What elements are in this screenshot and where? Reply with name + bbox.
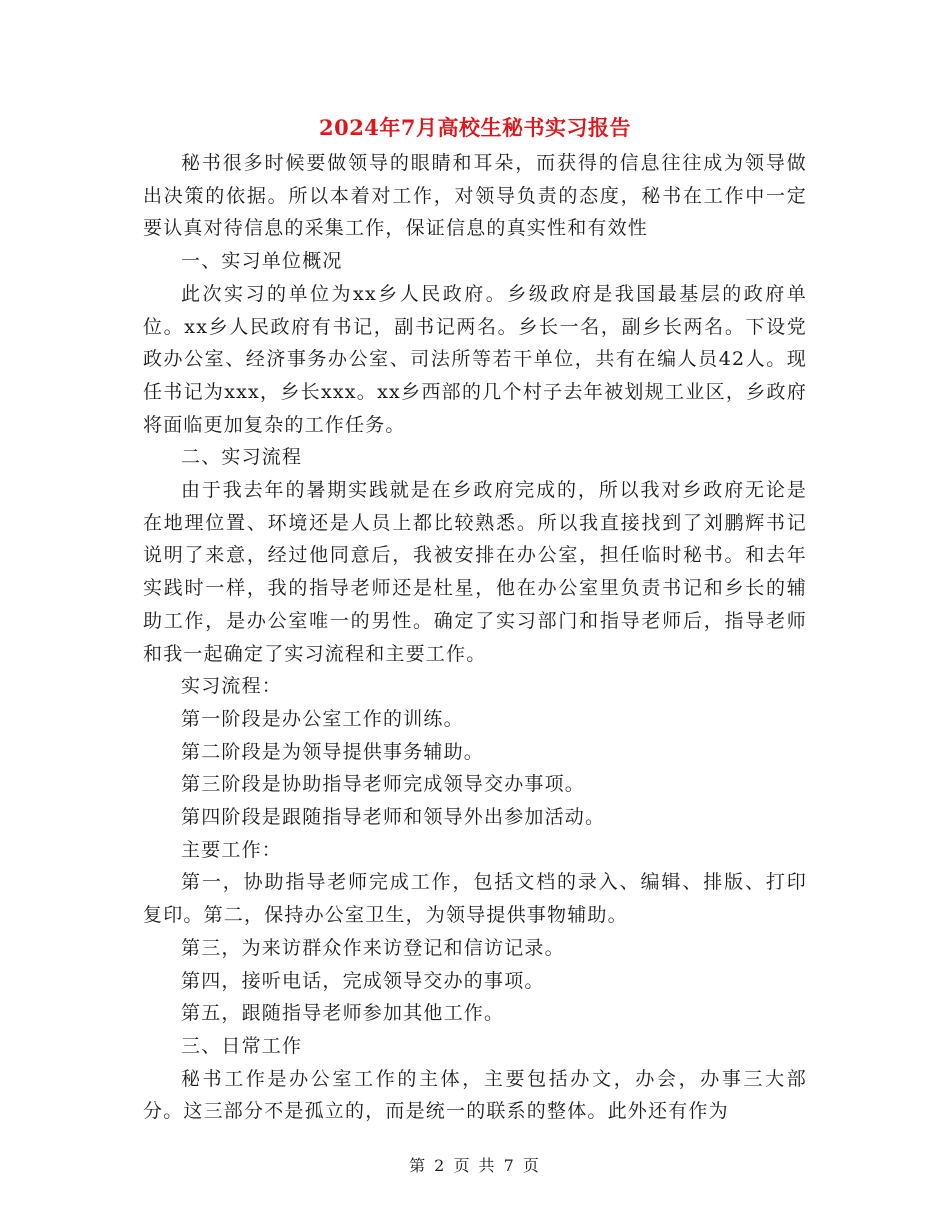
paragraph: 秘书工作是办公室工作的主体，主要包括办文，办会，办事三大部分。这三部分不是孤立的，而是统一的联系的整体。此外还有作为: [143, 1067, 807, 1123]
section-heading: 一、实习单位概况: [181, 250, 343, 273]
document-body: [143, 147, 807, 1128]
paragraph: 主要工作：: [181, 838, 283, 861]
paragraph: 秘书很多时候要做领导的眼睛和耳朵，而获得的信息往往成为领导做出决策的依据。所以本着对工作，对领导负责的态度，秘书在工作中一定要认真对待信息的采集工作，保证信息的真实性和有效性: [143, 152, 807, 240]
list-item: 第二阶段是为领导提供事务辅助。: [181, 740, 485, 763]
list-item: 第四，接听电话，完成领导交办的事项。: [181, 969, 545, 992]
section-heading: 三、日常工作: [181, 1034, 303, 1057]
document-title: 2024年7月高校生秘书实习报告: [318, 115, 632, 140]
section-heading: 二、实习流程: [181, 446, 303, 469]
list-item: 第三阶段是协助指导老师完成领导交办事项。: [181, 773, 586, 796]
paragraph: 实习流程：: [181, 675, 283, 698]
list-item: 第一阶段是办公室工作的训练。: [181, 707, 464, 730]
paragraph: 此次实习的单位为xx乡人民政府。乡级政府是我国最基层的政府单位。xx乡人民政府有书记，副书记两名。乡长一名，副乡长两名。下设党政办公室、经济事务办公室、司法所等若干单位，共有在编人员42人。现任书记为xxx，乡长xxx。xx乡西部的几个村子去年被划规工业区，乡政府将面临更加复杂的工作任务。: [143, 282, 807, 436]
paragraph: 由于我去年的暑期实践就是在乡政府完成的，所以我对乡政府无论是在地理位置、环境还是人员上都比较熟悉。所以我直接找到了刘鹏辉书记说明了来意，经过他同意后，我被安排在办公室，担任临时秘书。和去年实践时一样，我的指导老师还是杜星，他在办公室里负责书记和乡长的辅助工作，是办公室唯一的男性。确定了实习部门和指导老师后，指导老师和我一起确定了实习流程和主要工作。: [143, 479, 807, 665]
page-footer: 第 2 页 共 7 页: [409, 1156, 541, 1175]
list-item: 第一，协助指导老师完成工作，包括文档的录入、编辑、排版、打印复印。第二，保持办公室卫生，为领导提供事物辅助。: [143, 871, 807, 927]
list-item: 第五，跟随指导老师参加其他工作。: [181, 1002, 505, 1025]
list-item: 第三，为来访群众作来访登记和信访记录。: [181, 936, 565, 959]
list-item: 第四阶段是跟随指导老师和领导外出参加活动。: [181, 806, 606, 829]
